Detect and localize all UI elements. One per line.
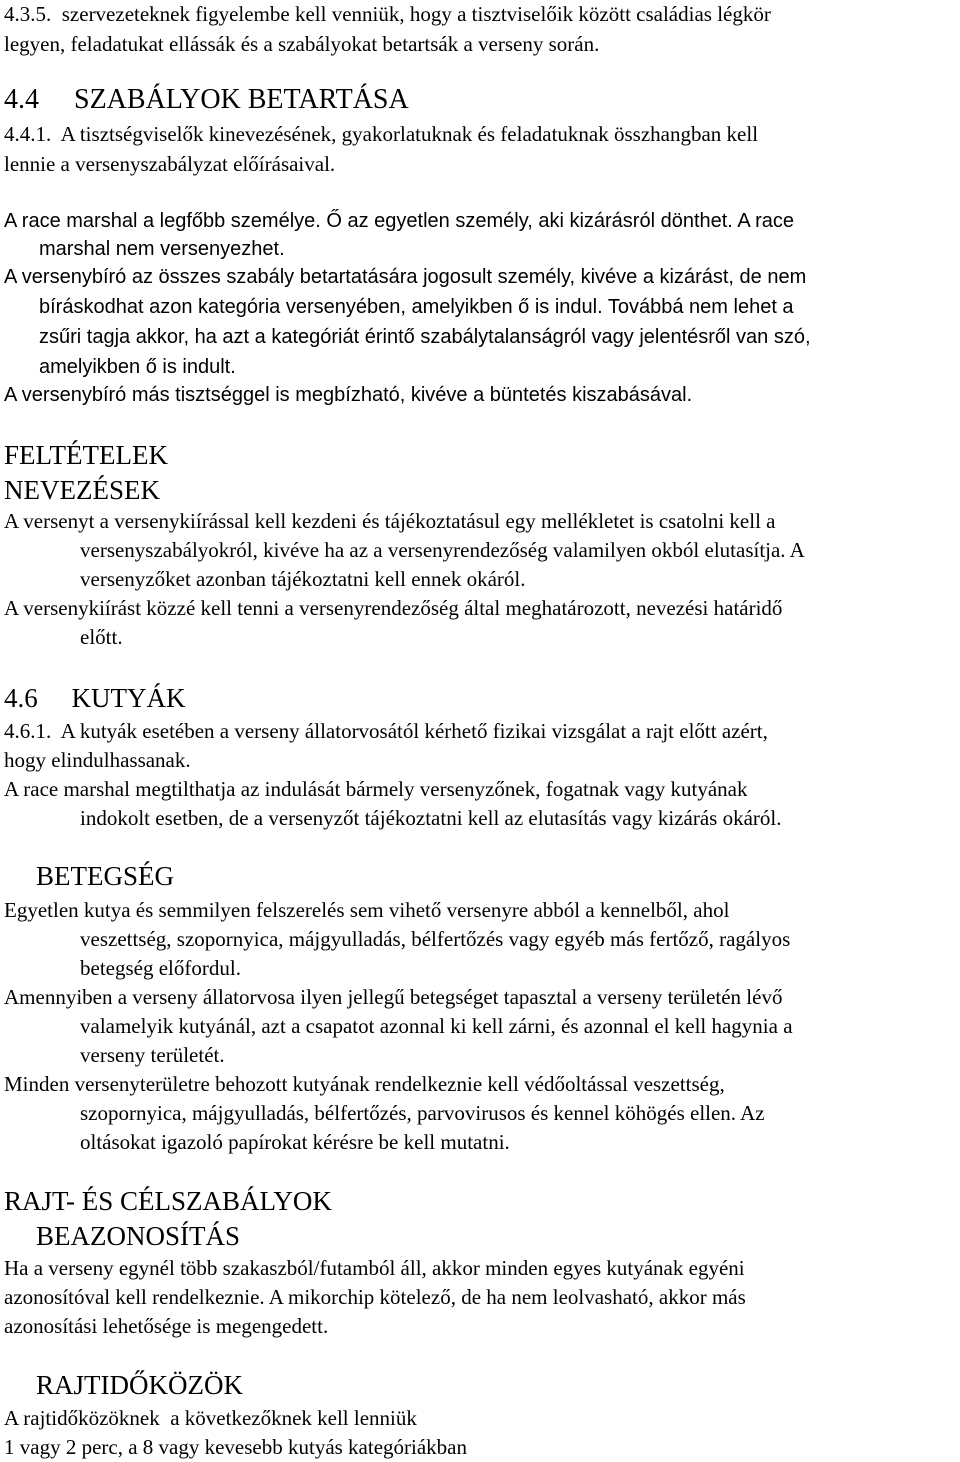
text-line: 4.4.1. A tisztségviselők kinevezésének, gyakorlatuknak és feladatuknak összhangban kell bbox=[4, 122, 759, 146]
text-line: bíráskodhat azon kategória versenyében, amelyikben ő is indul. Továbbá nem lehet a bbox=[39, 296, 794, 318]
text-line: előtt. bbox=[80, 625, 123, 649]
text-line: A race marshal a legfőbb személye. Ő az egyetlen személy, aki kizárásról dönthet. A race bbox=[4, 210, 795, 232]
section-heading: FELTÉTELEK bbox=[4, 440, 168, 470]
section-heading: 4.4 SZABÁLYOK BETARTÁSA bbox=[4, 84, 409, 115]
text-line: zsűri tagja akkor, ha azt a kategóriát érintő szabálytalanságról vagy jelentésről van szó, bbox=[39, 326, 811, 348]
text-line: legyen, feladatukat ellássák és a szabályokat betartsák a verseny során. bbox=[4, 32, 600, 56]
text-line: azonosítóval kell rendelkeznie. A mikorchip kötelező, de ha nem leolvasható, akkor más bbox=[4, 1285, 746, 1309]
section-heading: RAJT- ÉS CÉLSZABÁLYOK bbox=[4, 1186, 332, 1216]
text-line: hogy elindulhassanak. bbox=[4, 748, 191, 772]
text-line: A versenyt a versenykiírással kell kezdeni és tájékoztatásul egy mellékletet is csatolni kell a bbox=[4, 509, 776, 533]
text-line: lennie a versenyszabályzat előírásaival. bbox=[4, 152, 336, 176]
section-heading: BETEGSÉG bbox=[36, 861, 174, 891]
text-line: A versenybíró más tisztséggel is megbízható, kivéve a büntetés kiszabásával. bbox=[4, 384, 693, 406]
text-line: valamelyik kutyánál, azt a csapatot azonnal ki kell zárni, és azonnal el kell hagynia a bbox=[80, 1014, 793, 1038]
text-line: A versenybíró az összes szabály betartatására jogosult személy, kivéve a kizárást, de nem bbox=[4, 266, 807, 288]
text-line: Egyetlen kutya és semmilyen felszerelés sem vihető versenyre abból a kennelből, ahol bbox=[4, 898, 730, 922]
section-heading: BEAZONOSÍTÁS bbox=[36, 1221, 241, 1251]
text-line: oltásokat igazoló papírokat kérésre be kell mutatni. bbox=[80, 1130, 510, 1154]
text-line: azonosítási lehetősége is megengedett. bbox=[4, 1314, 329, 1338]
text-line: A rajtidőközöknek a következőknek kell lenniük bbox=[4, 1406, 417, 1430]
text-line: versenyzőket azonban tájékoztatni kell ennek okáról. bbox=[80, 567, 526, 591]
text-line: Ha a verseny egynél több szakaszból/futamból áll, akkor minden egyes kutyának egyéni bbox=[4, 1256, 745, 1280]
text-line: verseny területét. bbox=[80, 1043, 225, 1067]
text-line: indokolt esetben, de a versenyzőt tájékoztatni kell az elutasítás vagy kizárás okáról. bbox=[80, 806, 782, 830]
section-heading: RAJTIDŐKÖZÖK bbox=[36, 1370, 243, 1400]
text-line: 1 vagy 2 perc, a 8 vagy kevesebb kutyás kategóriákban bbox=[4, 1435, 468, 1459]
text-line: Amennyiben a verseny állatorvosa ilyen jellegű betegséget tapasztal a verseny területén lévő bbox=[4, 985, 783, 1009]
text-line: marshal nem versenyezhet. bbox=[39, 238, 285, 260]
text-line: Minden versenyterületre behozott kutyának rendelkeznie kell védőoltással veszettség, bbox=[4, 1072, 725, 1096]
section-heading: 4.6 KUTYÁK bbox=[4, 683, 186, 713]
text-line: betegség előfordul. bbox=[80, 956, 241, 980]
text-line: A versenykiírást közzé kell tenni a versenyrendezőség által meghatározott, nevezési határidő bbox=[4, 596, 783, 620]
text-line: veszettség, szopornyica, májgyulladás, bélfertőzés vagy egyéb más fertőző, ragályos bbox=[80, 927, 791, 951]
text-line: amelyikben ő is indult. bbox=[39, 356, 236, 378]
text-line: 4.6.1. A kutyák esetében a verseny állatorvosától kérhető fizikai vizsgálat a rajt előtt azért, bbox=[4, 719, 768, 743]
section-heading: NEVEZÉSEK bbox=[4, 475, 160, 505]
text-line: A race marshal megtilthatja az indulását bármely versenyzőnek, fogatnak vagy kutyának bbox=[4, 777, 748, 801]
text-line: 4.3.5. szervezeteknek figyelembe kell venniük, hogy a tisztviselőik között családias légkör bbox=[4, 2, 771, 26]
text-line: versenyszabályokról, kivéve ha az a versenyrendezőség valamilyen okból elutasítja. A bbox=[80, 538, 805, 562]
text-line: szopornyica, májgyulladás, bélfertőzés, parvovirusos és kennel köhögés ellen. Az bbox=[80, 1101, 765, 1125]
